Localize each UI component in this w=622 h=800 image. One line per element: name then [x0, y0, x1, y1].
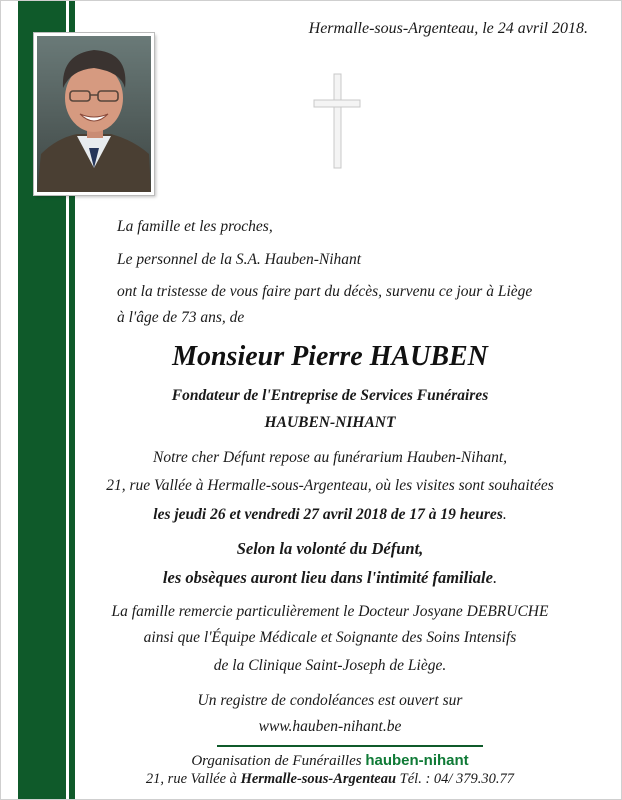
portrait-photo [34, 33, 154, 195]
wishes-line-2-end: . [492, 568, 498, 587]
visitation-dates [60, 506, 600, 524]
intro-line-2: Le personnel de la S.A. Hauben-Nihant [117, 251, 362, 268]
visitation-dates-text: les jeudi 26 et vendredi 27 avril 2018 de 17 à 19 heures [153, 506, 503, 523]
intro-line-4: à l'âge de 73 ans, de [117, 309, 245, 326]
thanks-line-2: ainsi que l'Équipe Médicale et Soignante des Soins Intensifs [143, 629, 517, 646]
footer-org-prefix: Organisation de Funérailles [191, 753, 362, 769]
deceased-title-line-2: HAUBEN-NIHANT [264, 414, 396, 431]
visitation-line-1: Notre cher Défunt repose au funérarium Hauben-Nihant, [152, 449, 508, 466]
visitation-line-2: 21, rue Vallée à Hermalle-sous-Argenteau, où les visites sont souhaitées [106, 477, 554, 494]
wishes-line-2-text: les obsèques auront lieu dans l'intimité familiale [162, 568, 493, 587]
dateline: Hermalle-sous-Argenteau, le 24 avril 2018. [308, 20, 588, 37]
cross-icon [312, 72, 362, 172]
brand-logo: hauben-nihant [365, 752, 469, 769]
visitation-dates-end: . [502, 506, 507, 523]
thanks-line-3: de la Clinique Saint-Joseph de Liège. [213, 657, 447, 674]
footer-address-prefix: 21, rue Vallée à [145, 771, 237, 787]
footer-organisation [60, 752, 600, 770]
wishes-line-1: Selon la volonté du Défunt, [236, 539, 424, 558]
thanks-line-1: La famille remercie particulièrement le Docteur Josyane DEBRUCHE [111, 603, 549, 620]
footer-tel-number: 04/ 379.30.77 [433, 771, 515, 787]
footer-address-town: Hermalle-sous-Argenteau [240, 771, 397, 787]
footer-tel-label: Tél. : [399, 771, 431, 787]
footer-address [60, 771, 600, 788]
wishes-line-2 [60, 568, 600, 588]
deceased-title-line-1: Fondateur de l'Entreprise de Services Funéraires [171, 387, 489, 404]
deceased-name: Monsieur Pierre HAUBEN [172, 341, 488, 372]
condolences-url[interactable]: www.hauben-nihant.be [258, 718, 402, 735]
portrait-image [37, 36, 151, 192]
intro-line-3: ont la tristesse de vous faire part du décès, survenu ce jour à Liège [117, 283, 533, 300]
footer-rule [217, 745, 483, 747]
intro-line-1: La famille et les proches, [117, 218, 273, 235]
condolences-line: Un registre de condoléances est ouvert sur [197, 692, 463, 709]
